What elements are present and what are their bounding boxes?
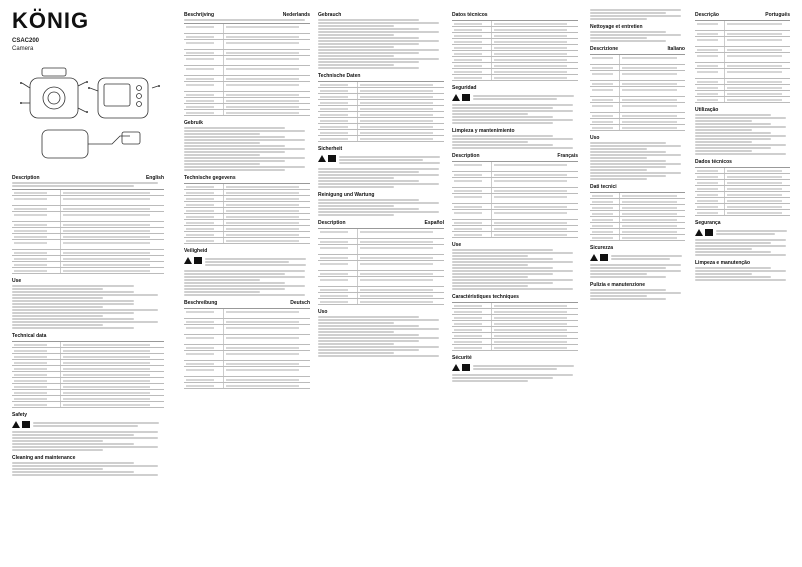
caution-box-icon bbox=[194, 257, 202, 264]
camera-front-view bbox=[22, 68, 86, 118]
warning-block-en bbox=[12, 421, 164, 428]
caution-box-icon bbox=[328, 155, 336, 162]
warning-triangle-icon bbox=[318, 155, 326, 162]
heading-sicherheit: Sicherheit bbox=[318, 146, 343, 152]
parts-table-it bbox=[590, 54, 685, 131]
tech-table-es bbox=[452, 20, 578, 81]
heading-gebruik: Gebruik bbox=[184, 120, 203, 126]
warning-block-pt bbox=[695, 229, 790, 236]
caution-box-icon bbox=[705, 229, 713, 236]
tech-table-de bbox=[318, 81, 444, 142]
subcolumn-italiano bbox=[590, 8, 685, 301]
warning-block-nl bbox=[184, 257, 310, 267]
warning-triangle-icon bbox=[12, 421, 20, 428]
tech-table-nl bbox=[184, 183, 310, 244]
column-espanol-francais bbox=[452, 8, 578, 560]
caution-box-icon bbox=[22, 421, 30, 428]
caution-box-icon bbox=[462, 94, 470, 101]
warning-block-de bbox=[318, 155, 444, 165]
heading-description-fr: Description Français bbox=[452, 153, 578, 159]
heading-gebrauch: Gebrauch bbox=[318, 12, 342, 18]
heading-technische-gegevens: Technische gegevens bbox=[184, 175, 236, 181]
heading-datos-tecnicos: Datos técnicos bbox=[452, 12, 488, 18]
parts-table-en bbox=[12, 189, 164, 274]
tech-table-pt bbox=[695, 167, 790, 216]
model-number: CSAC200 bbox=[12, 38, 40, 44]
heading-uso-es: Uso bbox=[318, 309, 328, 315]
tech-table-en bbox=[12, 341, 164, 408]
heading-description-en: Description English bbox=[12, 175, 164, 181]
heading-dados-tecnicos: Dados técnicos bbox=[695, 159, 732, 165]
heading-safety-en: Safety bbox=[12, 412, 28, 418]
heading-dati-tecnici: Dati tecnici bbox=[590, 184, 617, 190]
heading-uso-it: Uso bbox=[590, 135, 600, 141]
heading-description-es: Description Español bbox=[318, 220, 444, 226]
parts-table-pt bbox=[695, 20, 790, 103]
column-english bbox=[12, 8, 164, 560]
warning-triangle-icon bbox=[452, 364, 460, 371]
warning-block-es bbox=[452, 94, 578, 101]
warning-block-fr bbox=[452, 364, 578, 371]
camera-mount-view bbox=[42, 130, 140, 158]
column-nederlands bbox=[184, 8, 310, 560]
heading-clean-en: Cleaning and maintenance bbox=[12, 455, 76, 461]
parts-table-nl bbox=[184, 23, 310, 116]
tech-table-it bbox=[590, 192, 685, 241]
column-italiano-portugues bbox=[590, 8, 790, 560]
parts-table-es bbox=[318, 228, 444, 305]
heading-caracteristiques: Caractéristiques techniques bbox=[452, 294, 519, 300]
heading-sicurezza: Sicurezza bbox=[590, 245, 614, 251]
heading-limpeza: Limpeza e manutenção bbox=[695, 260, 751, 266]
heading-beschrijving: Beschrijving Nederlands bbox=[184, 12, 310, 18]
camera-diagram bbox=[12, 58, 162, 166]
heading-descricao: Descrição Português bbox=[695, 12, 790, 18]
warning-triangle-icon bbox=[695, 229, 703, 236]
warning-triangle-icon bbox=[590, 254, 598, 261]
heading-limpieza: Limpieza y mantenimiento bbox=[452, 128, 515, 134]
heading-reinigung: Reinigung und Wartung bbox=[318, 192, 375, 198]
subcolumn-portugues bbox=[695, 8, 790, 301]
tech-table-fr bbox=[452, 302, 578, 351]
brand-logo: KÖNIG bbox=[12, 8, 90, 33]
heading-descrizione: Descrizione Italiano bbox=[590, 46, 685, 52]
heading-securite: Sécurité bbox=[452, 355, 472, 361]
camera-back-view bbox=[90, 78, 158, 118]
parts-table-de bbox=[184, 308, 310, 389]
heading-tech-en: Technical data bbox=[12, 333, 47, 339]
caution-box-icon bbox=[462, 364, 470, 371]
heading-pulizia: Pulizia e manutenzione bbox=[590, 282, 646, 288]
heading-technische-daten: Technische Daten bbox=[318, 73, 361, 79]
product-name: Camera bbox=[12, 46, 34, 52]
heading-use-fr: Use bbox=[452, 242, 462, 248]
heading-seguridad: Seguridad bbox=[452, 85, 477, 91]
heading-veiligheid: Veiligheid bbox=[184, 248, 208, 254]
warning-triangle-icon bbox=[184, 257, 192, 264]
warning-triangle-icon bbox=[452, 94, 460, 101]
heading-nettoyage: Nettoyage et entretien bbox=[590, 24, 643, 30]
caution-box-icon bbox=[600, 254, 608, 261]
heading-beschreibung: Beschreibung Deutsch bbox=[184, 300, 310, 306]
column-deutsch-espanol bbox=[318, 8, 444, 560]
heading-use-en: Use bbox=[12, 278, 22, 284]
heading-seguranca: Segurança bbox=[695, 220, 721, 226]
heading-utilizacao: Utilização bbox=[695, 107, 719, 113]
parts-table-fr bbox=[452, 161, 578, 238]
warning-block-it bbox=[590, 254, 685, 261]
